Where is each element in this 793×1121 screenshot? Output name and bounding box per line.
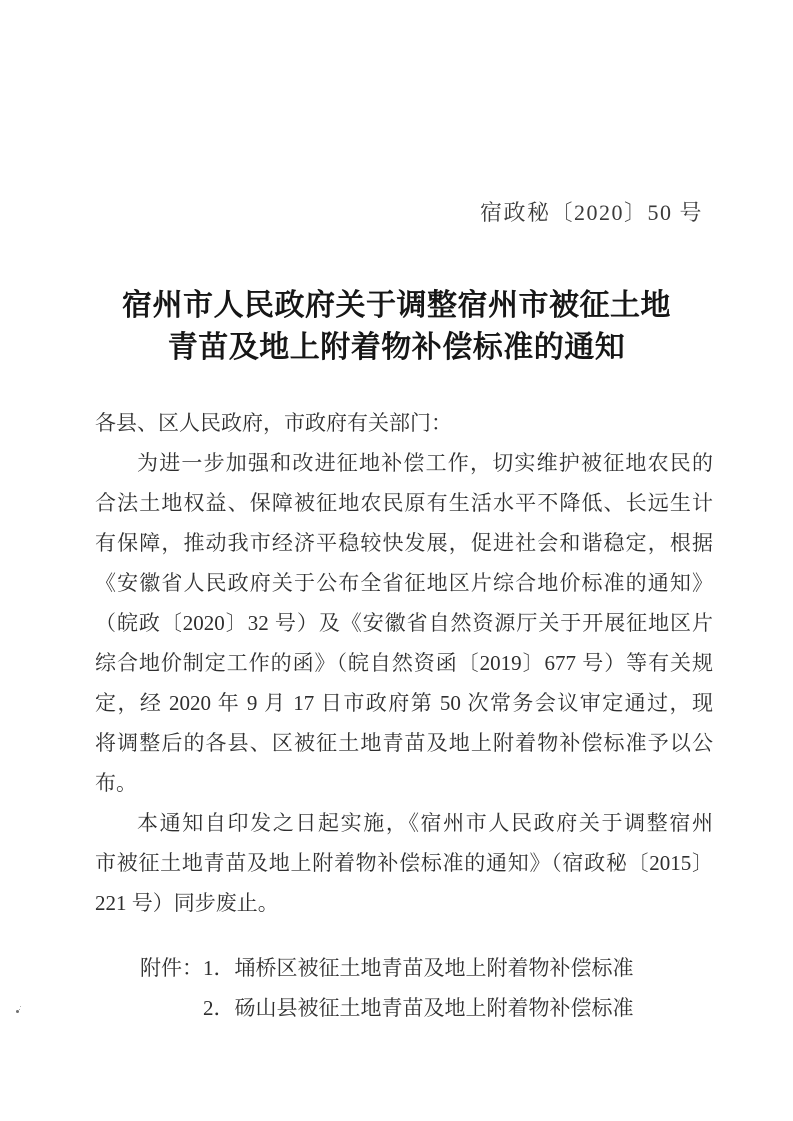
- attachment-item-2: 2．砀山县被征土地青苗及地上附着物补偿标准: [203, 996, 634, 1020]
- paragraph1-line: 《安徽省人民政府关于公布全省征地区片综合地价标准的通知》: [95, 571, 713, 595]
- paragraph1-line: 定，经 2020 年 9 月 17 日市政府第 50 次常务会议审定通过，现: [95, 691, 713, 715]
- document-title: [0, 285, 793, 369]
- title-line-2: 青苗及地上附着物补偿标准的通知: [167, 331, 626, 364]
- paragraph2-line: 市被征土地青苗及地上附着物补偿标准的通知》（宿政秘〔2015〕: [95, 851, 713, 875]
- attachment-item-1: 1．埇桥区被征土地青苗及地上附着物补偿标准: [203, 956, 634, 980]
- paragraph2-line: 221 号）同步废止。: [95, 891, 279, 915]
- paragraph1-line: 合法土地权益、保障被征地农民原有生活水平不降低、长远生计: [95, 491, 713, 515]
- doc-number: 宿政秘〔2020〕50 号: [479, 200, 703, 225]
- paragraph1-line: （皖政〔2020〕32 号）及《安徽省自然资源厅关于开展征地区片: [95, 611, 713, 635]
- attachments-list: [203, 948, 634, 1028]
- paragraph2-line: 本通知自印发之日起实施，《宿州市人民政府关于调整宿州: [137, 811, 713, 835]
- document-body: [95, 403, 713, 1028]
- paragraph1-line: 为进一步加强和改进征地补偿工作，切实维护被征地农民的: [137, 451, 713, 475]
- attachments-label: 附件：: [140, 956, 203, 980]
- title-line-1: 宿州市人民政府关于调整宿州市被征土地: [122, 289, 671, 322]
- paragraph1-line: 有保障，推动我市经济平稳较快发展，促进社会和谐稳定，根据: [95, 531, 713, 555]
- paragraph1-line: 布。: [95, 771, 137, 795]
- scan-artifact: [16, 1010, 19, 1013]
- paragraph1-line: 将调整后的各县、区被征土地青苗及地上附着物补偿标准予以公: [95, 731, 713, 755]
- attachments-block: [95, 948, 713, 1028]
- salutation: 各县、区人民政府，市政府有关部门：: [95, 411, 452, 435]
- paragraph1-line: 综合地价制定工作的函》（皖自然资函〔2019〕677 号）等有关规: [95, 651, 713, 675]
